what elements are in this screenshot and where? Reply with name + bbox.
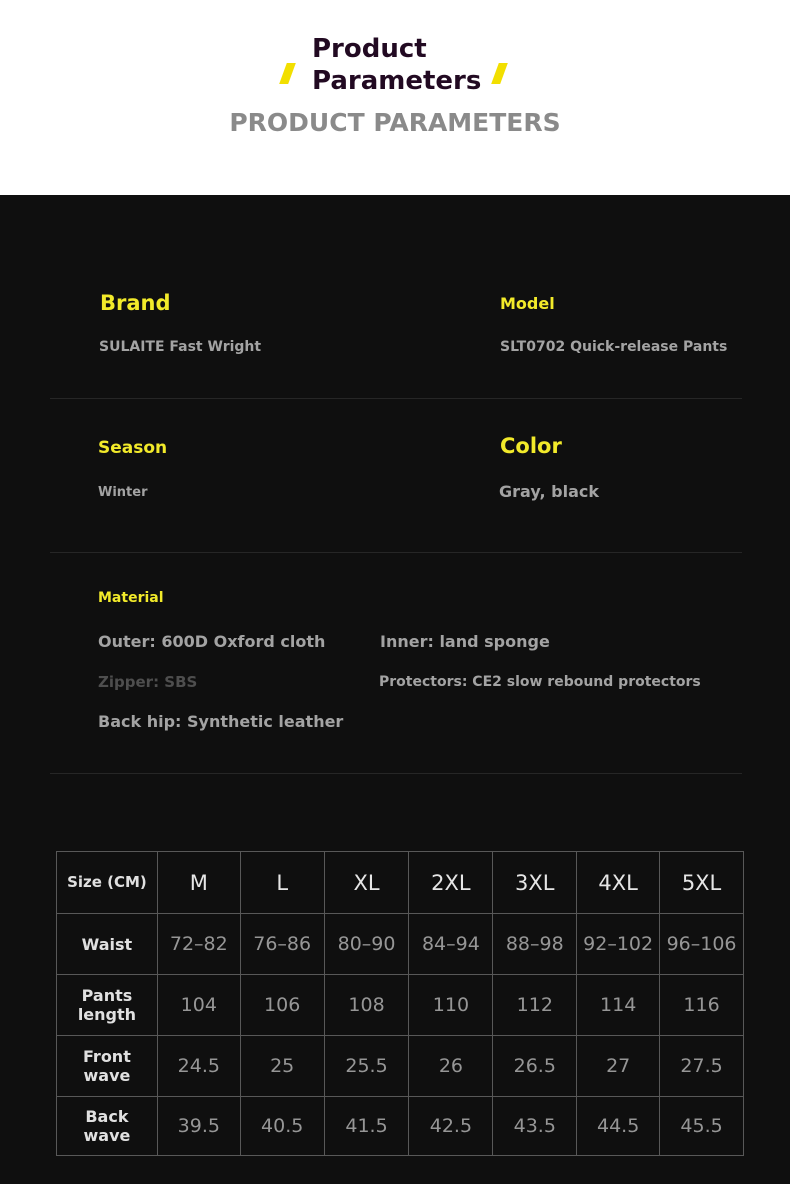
row-header-line: wave — [83, 1126, 131, 1145]
table-cell: 40.5 — [240, 1097, 324, 1156]
table-cell: 80–90 — [324, 914, 409, 975]
model-label: Model — [500, 294, 555, 313]
table-row — [57, 914, 744, 975]
table-cell: 44.5 — [577, 1097, 660, 1156]
table-cell: 24.5 — [157, 1036, 240, 1097]
material-zipper: Zipper: SBS — [98, 673, 198, 691]
table-cell: 76–86 — [240, 914, 324, 975]
table-cell: 106 — [240, 975, 324, 1036]
row-header-line: Back — [85, 1107, 129, 1126]
season-label: Season — [98, 438, 168, 458]
size-header-cell: L — [240, 852, 324, 914]
table-cell: 88–98 — [493, 914, 577, 975]
table-cell: 110 — [409, 975, 493, 1036]
material-back-hip: Back hip: Synthetic leather — [98, 712, 344, 731]
table-row — [57, 975, 744, 1036]
size-table — [56, 851, 744, 1156]
table-cell: 108 — [324, 975, 409, 1036]
color-label: Color — [500, 434, 562, 458]
color-value: Gray, black — [499, 482, 600, 501]
table-cell: 27.5 — [660, 1036, 744, 1097]
row-header — [57, 1097, 158, 1156]
header-banner — [0, 0, 790, 195]
season-value: Winter — [98, 485, 148, 500]
page-subtitle: PRODUCT PARAMETERS — [229, 108, 561, 137]
size-header-cell: XL — [324, 852, 409, 914]
table-cell: 104 — [157, 975, 240, 1036]
size-header-cell: 3XL — [493, 852, 577, 914]
table-cell: 43.5 — [493, 1097, 577, 1156]
table-cell: 116 — [660, 975, 744, 1036]
divider — [50, 552, 742, 553]
size-header-row — [57, 852, 744, 914]
size-header-cell: 2XL — [409, 852, 493, 914]
table-cell: 27 — [577, 1036, 660, 1097]
divider — [50, 773, 742, 774]
row-header — [57, 975, 158, 1036]
table-cell: 26 — [409, 1036, 493, 1097]
row-header-line: Front — [83, 1047, 131, 1066]
table-cell: 45.5 — [660, 1097, 744, 1156]
table-cell: 25 — [240, 1036, 324, 1097]
material-protectors: Protectors: CE2 slow rebound protectors — [379, 674, 701, 690]
title-line-1: Product — [312, 34, 427, 64]
material-inner: Inner: land sponge — [380, 632, 550, 651]
brand-label: Brand — [100, 291, 171, 315]
table-cell: 39.5 — [157, 1097, 240, 1156]
row-header-line: Waist — [81, 934, 133, 954]
brand-value: SULAITE Fast Wright — [99, 339, 262, 355]
size-header-cell: 5XL — [660, 852, 744, 914]
table-cell: 112 — [493, 975, 577, 1036]
title-line-2: Parameters — [312, 66, 482, 96]
row-header-line: wave — [83, 1066, 131, 1085]
divider — [50, 398, 742, 399]
table-row — [57, 1036, 744, 1097]
table-cell: 41.5 — [324, 1097, 409, 1156]
row-header-line: Pants — [81, 986, 133, 1005]
material-outer: Outer: 600D Oxford cloth — [98, 632, 326, 651]
size-header-cell: M — [157, 852, 240, 914]
row-header — [57, 1036, 158, 1097]
accent-slash-left-icon — [279, 63, 296, 84]
table-cell: 92–102 — [577, 914, 660, 975]
size-header-cell: 4XL — [577, 852, 660, 914]
table-cell: 96–106 — [660, 914, 744, 975]
table-cell: 84–94 — [409, 914, 493, 975]
model-value: SLT0702 Quick-release Pants — [500, 339, 728, 355]
accent-slash-right-icon — [491, 63, 508, 84]
table-row — [57, 1097, 744, 1156]
table-cell: 42.5 — [409, 1097, 493, 1156]
table-cell: 114 — [577, 975, 660, 1036]
material-label: Material — [98, 590, 164, 606]
row-header-line: length — [77, 1005, 137, 1024]
page-title — [312, 33, 481, 97]
row-header — [57, 914, 158, 975]
table-cell: 26.5 — [493, 1036, 577, 1097]
table-cell: 25.5 — [324, 1036, 409, 1097]
size-header-corner: Size (CM) — [57, 852, 158, 914]
table-cell: 72–82 — [157, 914, 240, 975]
